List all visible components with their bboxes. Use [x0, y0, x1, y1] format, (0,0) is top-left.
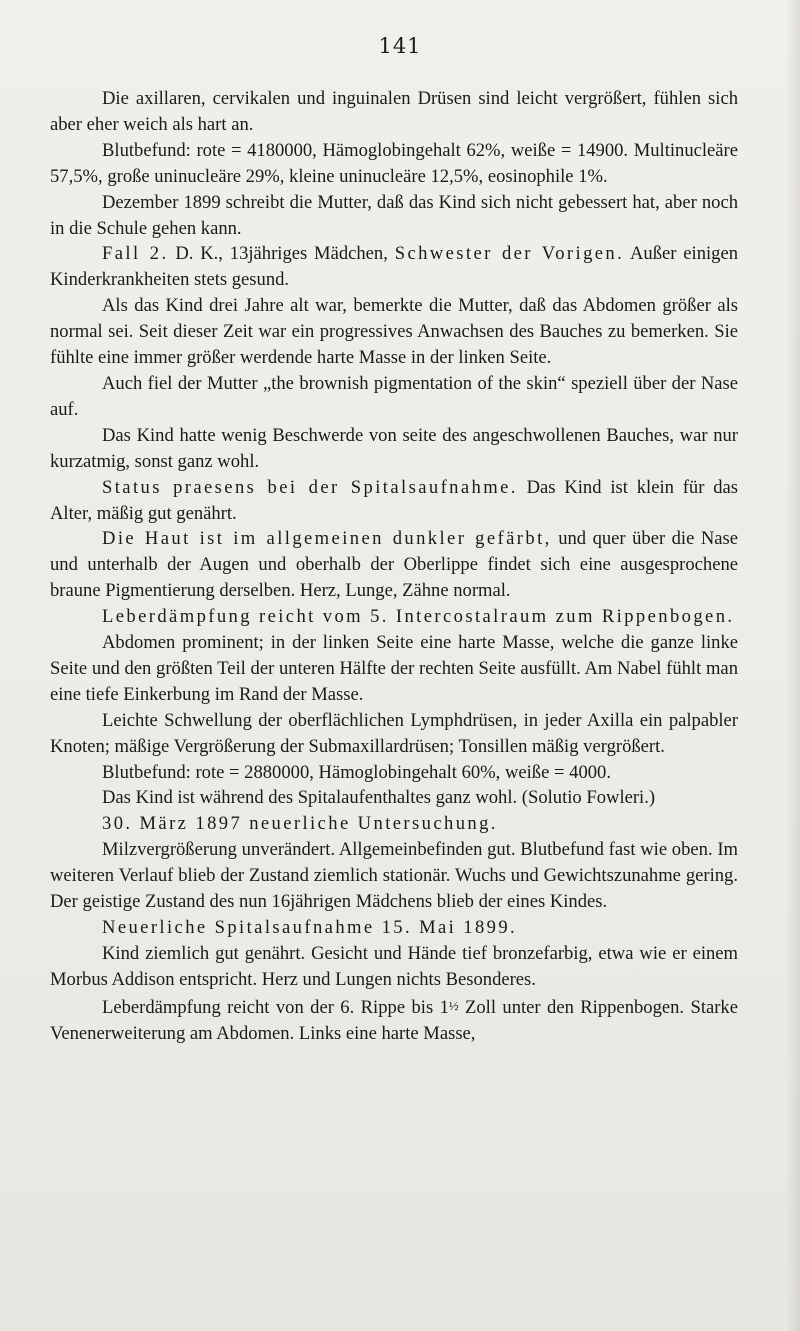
- body-text: [50, 86, 738, 1047]
- paragraph-maerz: [50, 811, 738, 837]
- haut-text: und quer über die Nase und unterhalb der Augen und oberhalb der Oberlippe findet sich eine ausgesprochene braune Pigmentierung derselben. Herz, Lunge, Zähne normal.: [50, 528, 738, 602]
- paragraph-schwellung: Leichte Schwellung der oberflächlichen Lymphdrüsen, in jeder Axilla ein palpabler Knoten; mäßige Vergrößerung der Submaxillardrüsen; Tonsillen mäßig vergrößert.: [50, 709, 738, 757]
- paragraph-haut: [50, 526, 738, 604]
- maerz-spaced: 30. März 1897 neuerliche Untersuchung.: [102, 813, 498, 835]
- paragraph-abdomen: Abdomen prominent; in der linken Seite eine harte Masse, welche die ganze linke Seite und den größten Teil der unteren Hälfte der rechten Seite ausfüllt. Am Nabel fühlt man eine tiefe Einkerbung im Rand der Masse.: [50, 632, 738, 705]
- status-heading: Status praesens bei der Spitalsaufnahme.: [102, 476, 518, 498]
- mai-spaced: Neuerliche Spitalsaufnahme 15. Mai 1899.: [102, 917, 518, 938]
- case-label: Fall 2.: [102, 243, 169, 265]
- leber-spaced: Leberdämpfung reicht vom 5. Intercostalraum zum Rippenbogen.: [102, 606, 735, 628]
- case-patient: D. K., 13jähriges Mädchen,: [175, 243, 388, 265]
- case-2-heading: [50, 241, 738, 293]
- paragraph-anamnese: Als das Kind drei Jahre alt war, bemerkte die Mutter, daß das Abdomen größer als normal sei. Seit dieser Zeit war ein progressives Anwachsen des Bauches zu bemerken. Sie fühlte eine immer größer werdende harte Masse in der linken Seite.: [50, 295, 738, 369]
- paragraph-leber: [50, 604, 738, 630]
- status-text: Das Kind ist klein für das Alter, mäßig gut genährt.: [50, 476, 739, 524]
- paragraph-spitalaufenthalt: Das Kind ist während des Spitalaufenthaltes ganz wohl. (Solutio Fowleri.): [102, 787, 656, 809]
- leber2-fraction: ½: [448, 997, 459, 1013]
- page-number: 141: [378, 34, 422, 58]
- leber2-text-a: Leberdämpfung reicht von der 6. Rippe bis 1: [102, 996, 449, 1018]
- paragraph-druesen: Die axillaren, cervikalen und inguinalen Drüsen sind leicht vergrößert, fühlen sich aber eher weich als hart an.: [50, 88, 738, 135]
- paragraph-leber-2: [50, 993, 738, 1047]
- case-relation: Schwester der Vorigen.: [394, 243, 625, 265]
- leber2-text-b: Zoll unter den Rippenbogen. Starke Venenerweiterung am Abdomen. Links eine harte Masse,: [50, 996, 738, 1044]
- paragraph-blutbefund-1: Blutbefund: rote = 4180000, Hämoglobingehalt 62%, weiße = 14900. Multinucleäre 57,5%, große uninucleäre 29%, kleine uninucleäre 12,5%, eosinophile 1%.: [50, 139, 738, 187]
- paragraph-bronze: Kind ziemlich gut genährt. Gesicht und Hände tief bronzefarbig, etwa wie er einem Morbus Addison entspricht. Herz und Lungen nichts Besonderes.: [50, 942, 738, 990]
- paragraph-pigment: Auch fiel der Mutter „the brownish pigmentation of the skin“ speziell über der Nase auf.: [50, 372, 738, 420]
- page-edge-shadow: [786, 0, 800, 1331]
- case-history: Außer einigen Kinderkrankheiten stets gesund.: [50, 243, 739, 291]
- paragraph-beschwerde: Das Kind hatte wenig Beschwerde von seite des angeschwollenen Bauches, war nur kurzatmig, sonst ganz wohl.: [50, 424, 738, 472]
- haut-spaced: Die Haut ist im allgemeinen dunkler gefärbt,: [102, 528, 552, 550]
- paragraph-status: [50, 475, 738, 527]
- paragraph-milz: Milzvergrößerung unverändert. Allgemeinbefinden gut. Blutbefund fast wie oben. Im weiteren Verlauf blieb der Zustand ziemlich stationär. Wuchs und Gewichtszunahme gering. Der geistige Zustand des nun 16jährigen Mädchens blieb der eines Kindes.: [50, 839, 738, 913]
- paragraph-dezember: Dezember 1899 schreibt die Mutter, daß das Kind sich nicht gebessert hat, aber noch in die Schule gehen kann.: [50, 191, 738, 239]
- paragraph-blutbefund-2: Blutbefund: rote = 2880000, Hämoglobingehalt 60%, weiße = 4000.: [102, 761, 611, 783]
- paragraph-mai: [50, 915, 738, 941]
